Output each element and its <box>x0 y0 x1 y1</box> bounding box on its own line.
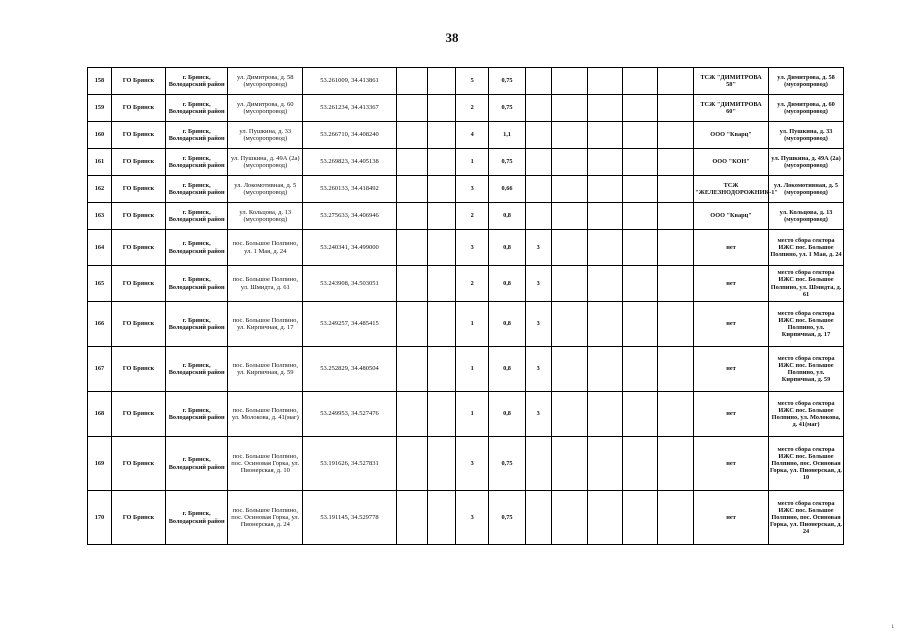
empty-cell <box>427 122 455 149</box>
municipality-cell: ГО Брянск <box>111 491 165 545</box>
container-volume-cell: 0,75 <box>489 95 525 122</box>
empty-cell <box>657 68 693 95</box>
coordinates-cell: 53.249953, 34.527476 <box>303 392 397 437</box>
empty-cell <box>623 491 657 545</box>
municipality-cell: ГО Брянск <box>111 68 165 95</box>
coordinates-cell: 53.191145, 34.529778 <box>303 491 397 545</box>
owner-cell: ООО "Кварц" <box>694 203 769 230</box>
source-cell: место сбора сектора ИЖС пос. Большое Полпино, ул. Кирпичная, д. 17 <box>768 302 843 347</box>
district-cell: г. Брянск, Володарский район <box>165 122 227 149</box>
coordinates-cell: 53.252829, 34.480504 <box>303 347 397 392</box>
row-number: 158 <box>88 68 112 95</box>
empty-cell <box>623 266 657 302</box>
table-row <box>88 491 844 545</box>
row-number: 169 <box>88 437 112 491</box>
planned-count-cell <box>525 491 551 545</box>
municipality-cell: ГО Брянск <box>111 122 165 149</box>
container-count-cell: 5 <box>456 68 489 95</box>
district-cell: г. Брянск, Володарский район <box>165 203 227 230</box>
empty-cell <box>588 491 623 545</box>
planned-count-cell <box>525 437 551 491</box>
empty-cell <box>657 392 693 437</box>
empty-cell <box>427 437 455 491</box>
row-number: 163 <box>88 203 112 230</box>
row-number: 161 <box>88 149 112 176</box>
source-cell: ул. Димитрова, д. 58 (мусоропровод) <box>768 68 843 95</box>
address-cell: пос. Большое Полпино, ул. Молокова, д. 41(маг) <box>228 392 303 437</box>
empty-cell <box>588 266 623 302</box>
district-cell: г. Брянск, Володарский район <box>165 266 227 302</box>
address-cell: ул. Димитрова, д. 60 (мусоропровод) <box>228 95 303 122</box>
container-volume-cell: 0,8 <box>489 347 525 392</box>
empty-cell <box>657 95 693 122</box>
container-volume-cell: 0,75 <box>489 437 525 491</box>
district-cell: г. Брянск, Володарский район <box>165 230 227 266</box>
empty-cell <box>551 302 587 347</box>
row-number: 162 <box>88 176 112 203</box>
owner-cell: ТСЖ "ДИМИТРОВА 58" <box>694 68 769 95</box>
empty-cell <box>551 266 587 302</box>
owner-cell: нет <box>694 437 769 491</box>
planned-count-cell <box>525 176 551 203</box>
empty-cell <box>657 302 693 347</box>
coordinates-cell: 53.243908, 34.503051 <box>303 266 397 302</box>
empty-cell <box>588 149 623 176</box>
coordinates-cell: 53.260133, 34.418492 <box>303 176 397 203</box>
page-number: 38 <box>445 30 459 45</box>
owner-cell: ТСЖ "ДИМИТРОВА 60" <box>694 95 769 122</box>
empty-cell <box>657 491 693 545</box>
empty-cell <box>427 392 455 437</box>
empty-cell <box>588 437 623 491</box>
address-cell: ул. Пушкина, д. 49А (2а) (мусоропровод) <box>228 149 303 176</box>
empty-cell <box>427 95 455 122</box>
container-volume-cell: 0,8 <box>489 203 525 230</box>
planned-count-cell: 3 <box>525 266 551 302</box>
empty-cell <box>396 68 427 95</box>
empty-cell <box>657 347 693 392</box>
empty-cell <box>657 149 693 176</box>
empty-cell <box>657 437 693 491</box>
empty-cell <box>396 392 427 437</box>
empty-cell <box>551 95 587 122</box>
coordinates-cell: 53.240341, 34.499000 <box>303 230 397 266</box>
empty-cell <box>588 68 623 95</box>
owner-cell: нет <box>694 491 769 545</box>
row-number: 159 <box>88 95 112 122</box>
planned-count-cell <box>525 122 551 149</box>
municipality-cell: ГО Брянск <box>111 203 165 230</box>
table-body <box>88 68 844 545</box>
table-row <box>88 230 844 266</box>
coordinates-cell: 53.191626, 34.527831 <box>303 437 397 491</box>
empty-cell <box>588 347 623 392</box>
source-cell: ул. Кольцова, д. 13 (мусоропровод) <box>768 203 843 230</box>
table-row <box>88 203 844 230</box>
container-count-cell: 3 <box>456 176 489 203</box>
empty-cell <box>623 302 657 347</box>
municipality-cell: ГО Брянск <box>111 230 165 266</box>
empty-cell <box>623 122 657 149</box>
municipality-cell: ГО Брянск <box>111 437 165 491</box>
empty-cell <box>623 437 657 491</box>
empty-cell <box>396 203 427 230</box>
empty-cell <box>657 203 693 230</box>
municipality-cell: ГО Брянск <box>111 95 165 122</box>
district-cell: г. Брянск, Володарский район <box>165 437 227 491</box>
empty-cell <box>551 149 587 176</box>
source-cell: место сбора сектора ИЖС пос. Большое Полпино, пос. Осиновая Горка, ул. Пионерская, д. 10 <box>768 437 843 491</box>
source-cell: ул. Локомотивная, д. 5 (мусоропровод) <box>768 176 843 203</box>
empty-cell <box>623 230 657 266</box>
municipality-cell: ГО Брянск <box>111 266 165 302</box>
coordinates-cell: 53.269823, 34.405138 <box>303 149 397 176</box>
empty-cell <box>623 176 657 203</box>
empty-cell <box>623 347 657 392</box>
row-number: 164 <box>88 230 112 266</box>
empty-cell <box>551 230 587 266</box>
empty-cell <box>396 347 427 392</box>
row-number: 160 <box>88 122 112 149</box>
empty-cell <box>623 68 657 95</box>
container-count-cell: 3 <box>456 230 489 266</box>
table-row <box>88 68 844 95</box>
address-cell: ул. Кольцова, д. 13 (мусоропровод) <box>228 203 303 230</box>
waste-sites-table <box>87 67 844 545</box>
coordinates-cell: 53.261009, 34.413861 <box>303 68 397 95</box>
empty-cell <box>427 266 455 302</box>
empty-cell <box>623 149 657 176</box>
district-cell: г. Брянск, Володарский район <box>165 149 227 176</box>
empty-cell <box>551 122 587 149</box>
container-volume-cell: 1,1 <box>489 122 525 149</box>
container-volume-cell: 0,8 <box>489 266 525 302</box>
empty-cell <box>427 347 455 392</box>
empty-cell <box>396 95 427 122</box>
empty-cell <box>588 230 623 266</box>
source-cell: ул. Димитрова, д. 60 (мусоропровод) <box>768 95 843 122</box>
municipality-cell: ГО Брянск <box>111 392 165 437</box>
district-cell: г. Брянск, Володарский район <box>165 68 227 95</box>
empty-cell <box>551 491 587 545</box>
empty-cell <box>588 95 623 122</box>
empty-cell <box>657 122 693 149</box>
container-count-cell: 3 <box>456 437 489 491</box>
container-count-cell: 1 <box>456 347 489 392</box>
row-number: 165 <box>88 266 112 302</box>
container-volume-cell: 0,66 <box>489 176 525 203</box>
owner-cell: ООО "Кварц" <box>694 122 769 149</box>
empty-cell <box>551 347 587 392</box>
empty-cell <box>588 392 623 437</box>
source-cell: место сбора сектора ИЖС пос. Большое Полпино, ул. 1 Мая, д. 24 <box>768 230 843 266</box>
owner-cell: ТСЖ "ЖЕЛЕЗНОДОРОЖНИК-1" <box>694 176 769 203</box>
planned-count-cell <box>525 203 551 230</box>
empty-cell <box>396 302 427 347</box>
address-cell: ул. Локомотивная, д. 5 (мусоропровод) <box>228 176 303 203</box>
container-volume-cell: 0,8 <box>489 392 525 437</box>
table-row <box>88 437 844 491</box>
address-cell: пос. Большое Полпино, ул. 1 Мая, д. 24 <box>228 230 303 266</box>
municipality-cell: ГО Брянск <box>111 347 165 392</box>
address-cell: ул. Пушкина, д. 33 (мусоропровод) <box>228 122 303 149</box>
empty-cell <box>657 230 693 266</box>
container-volume-cell: 0,75 <box>489 68 525 95</box>
empty-cell <box>657 176 693 203</box>
container-volume-cell: 0,8 <box>489 302 525 347</box>
district-cell: г. Брянск, Володарский район <box>165 302 227 347</box>
empty-cell <box>588 302 623 347</box>
address-cell: пос. Большое Полпино, ул. Кирпичная, д. 59 <box>228 347 303 392</box>
empty-cell <box>396 437 427 491</box>
district-cell: г. Брянск, Володарский район <box>165 347 227 392</box>
district-cell: г. Брянск, Володарский район <box>165 392 227 437</box>
empty-cell <box>588 122 623 149</box>
empty-cell <box>551 176 587 203</box>
empty-cell <box>396 230 427 266</box>
source-cell: место сбора сектора ИЖС пос. Большое Полпино, ул. Молокова, д. 41(маг) <box>768 392 843 437</box>
row-number: 166 <box>88 302 112 347</box>
source-cell: ул. Пушкина, д. 49А (2а) (мусоропровод) <box>768 149 843 176</box>
container-count-cell: 2 <box>456 95 489 122</box>
table-row <box>88 392 844 437</box>
owner-cell: нет <box>694 302 769 347</box>
empty-cell <box>657 266 693 302</box>
owner-cell: нет <box>694 347 769 392</box>
empty-cell <box>396 266 427 302</box>
coordinates-cell: 53.249257, 34.485415 <box>303 302 397 347</box>
container-count-cell: 1 <box>456 149 489 176</box>
municipality-cell: ГО Брянск <box>111 176 165 203</box>
planned-count-cell: 3 <box>525 392 551 437</box>
address-cell: ул. Димитрова, д. 58 (мусоропровод) <box>228 68 303 95</box>
district-cell: г. Брянск, Володарский район <box>165 176 227 203</box>
address-cell: пос. Большое Полпино, ул. Шмидта, д. 61 <box>228 266 303 302</box>
address-cell: пос. Большое Полпино, пос. Осиновая Горка, ул. Пионерская, д. 10 <box>228 437 303 491</box>
empty-cell <box>427 149 455 176</box>
empty-cell <box>427 491 455 545</box>
row-number: 168 <box>88 392 112 437</box>
coordinates-cell: 53.266710, 34.408240 <box>303 122 397 149</box>
empty-cell <box>427 230 455 266</box>
planned-count-cell <box>525 149 551 176</box>
district-cell: г. Брянск, Володарский район <box>165 491 227 545</box>
empty-cell <box>588 176 623 203</box>
container-count-cell: 1 <box>456 392 489 437</box>
empty-cell <box>551 203 587 230</box>
table-row <box>88 149 844 176</box>
empty-cell <box>551 392 587 437</box>
empty-cell <box>623 203 657 230</box>
planned-count-cell: 3 <box>525 347 551 392</box>
owner-cell: ООО "КОН" <box>694 149 769 176</box>
container-count-cell: 4 <box>456 122 489 149</box>
empty-cell <box>396 122 427 149</box>
container-count-cell: 2 <box>456 266 489 302</box>
municipality-cell: ГО Брянск <box>111 149 165 176</box>
owner-cell: нет <box>694 230 769 266</box>
owner-cell: нет <box>694 266 769 302</box>
table-row <box>88 302 844 347</box>
planned-count-cell <box>525 68 551 95</box>
table-row <box>88 176 844 203</box>
empty-cell <box>396 149 427 176</box>
container-count-cell: 1 <box>456 302 489 347</box>
planned-count-cell <box>525 95 551 122</box>
planned-count-cell: 3 <box>525 230 551 266</box>
row-number: 167 <box>88 347 112 392</box>
empty-cell <box>427 302 455 347</box>
container-volume-cell: 0,75 <box>489 149 525 176</box>
source-cell: место сбора сектора ИЖС пос. Большое Полпино, ул. Шмидта, д. 61 <box>768 266 843 302</box>
table-row <box>88 347 844 392</box>
empty-cell <box>396 491 427 545</box>
municipality-cell: ГО Брянск <box>111 302 165 347</box>
source-cell: место сбора сектора ИЖС пос. Большое Полпино, ул. Кирпичная, д. 59 <box>768 347 843 392</box>
table-row <box>88 122 844 149</box>
container-volume-cell: 0,8 <box>489 230 525 266</box>
empty-cell <box>588 203 623 230</box>
address-cell: пос. Большое Полпино, пос. Осиновая Горка, ул. Пионерская, д. 24 <box>228 491 303 545</box>
empty-cell <box>551 437 587 491</box>
empty-cell <box>396 176 427 203</box>
empty-cell <box>427 68 455 95</box>
row-number: 170 <box>88 491 112 545</box>
empty-cell <box>427 203 455 230</box>
coordinates-cell: 53.261234, 34.413367 <box>303 95 397 122</box>
empty-cell <box>427 176 455 203</box>
corner-mark: 1 <box>891 625 894 630</box>
empty-cell <box>551 68 587 95</box>
table-row <box>88 95 844 122</box>
coordinates-cell: 53.275633, 34.406946 <box>303 203 397 230</box>
district-cell: г. Брянск, Володарский район <box>165 95 227 122</box>
source-cell: место сбора сектора ИЖС пос. Большое Полпино, пос. Осиновая Горка, ул. Пионерская, д. 24 <box>768 491 843 545</box>
container-volume-cell: 0,75 <box>489 491 525 545</box>
empty-cell <box>623 95 657 122</box>
table-row <box>88 266 844 302</box>
owner-cell: нет <box>694 392 769 437</box>
planned-count-cell: 3 <box>525 302 551 347</box>
empty-cell <box>623 392 657 437</box>
source-cell: ул. Пушкина, д. 33 (мусоропровод) <box>768 122 843 149</box>
container-count-cell: 2 <box>456 203 489 230</box>
container-count-cell: 3 <box>456 491 489 545</box>
address-cell: пос. Большое Полпино, ул. Кирпичная, д. 17 <box>228 302 303 347</box>
